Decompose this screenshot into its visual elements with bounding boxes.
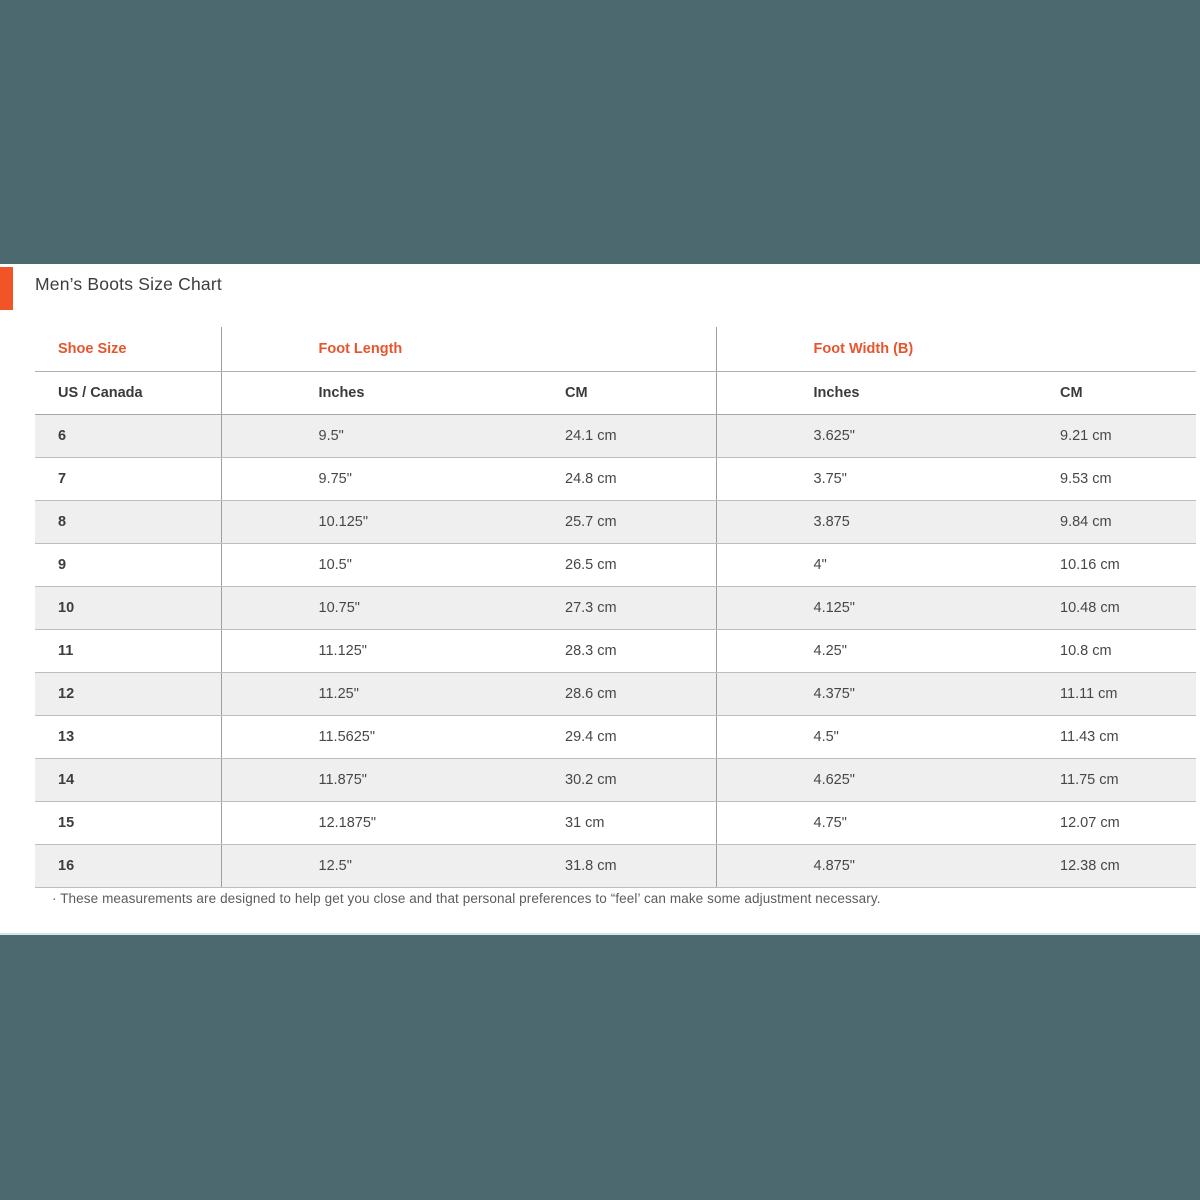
measurement-cell: 4.5" xyxy=(716,716,956,759)
measurement-cell: 9.21 cm xyxy=(956,415,1196,458)
size-cell: 16 xyxy=(35,845,221,888)
measurement-cell: 27.3 cm xyxy=(469,587,716,630)
measurement-cell: 12.1875" xyxy=(221,802,469,845)
group-header-foot-width: Foot Width (B) xyxy=(716,327,1196,372)
measurement-cell: 3.875 xyxy=(716,501,956,544)
measurement-cell: 11.25" xyxy=(221,673,469,716)
measurement-cell: 4.25" xyxy=(716,630,956,673)
sub-header-length-cm: CM xyxy=(469,372,716,415)
size-chart-table xyxy=(35,327,1196,888)
size-cell: 15 xyxy=(35,802,221,845)
measurement-cell: 29.4 cm xyxy=(469,716,716,759)
size-cell: 12 xyxy=(35,673,221,716)
measurement-cell: 31.8 cm xyxy=(469,845,716,888)
table-row xyxy=(35,630,1196,673)
measurement-cell: 10.75" xyxy=(221,587,469,630)
measurement-cell: 4.375" xyxy=(716,673,956,716)
measurement-cell: 25.7 cm xyxy=(469,501,716,544)
measurement-cell: 3.75" xyxy=(716,458,956,501)
table-row xyxy=(35,759,1196,802)
measurement-cell: 28.6 cm xyxy=(469,673,716,716)
size-chart-panel xyxy=(0,264,1200,935)
measurement-cell: 28.3 cm xyxy=(469,630,716,673)
table-sub-header-row xyxy=(35,372,1196,415)
measurement-cell: 11.875" xyxy=(221,759,469,802)
table-row xyxy=(35,845,1196,888)
measurement-cell: 11.43 cm xyxy=(956,716,1196,759)
title-accent-bar xyxy=(0,267,13,310)
measurement-cell: 11.75 cm xyxy=(956,759,1196,802)
sub-header-us-canada: US / Canada xyxy=(35,372,221,415)
table-row xyxy=(35,458,1196,501)
measurement-cell: 4.125" xyxy=(716,587,956,630)
footnote: · These measurements are designed to help get you close and that personal preferences to “feel’ can make some adjustment necessary. xyxy=(52,891,881,906)
table-group-header-row xyxy=(35,327,1196,372)
measurement-cell: 11.5625" xyxy=(221,716,469,759)
size-cell: 6 xyxy=(35,415,221,458)
sub-header-width-cm: CM xyxy=(956,372,1196,415)
measurement-cell: 11.11 cm xyxy=(956,673,1196,716)
measurement-cell: 12.07 cm xyxy=(956,802,1196,845)
measurement-cell: 26.5 cm xyxy=(469,544,716,587)
table-body xyxy=(35,415,1196,888)
table-row xyxy=(35,802,1196,845)
size-cell: 13 xyxy=(35,716,221,759)
measurement-cell: 4.75" xyxy=(716,802,956,845)
table-row xyxy=(35,716,1196,759)
measurement-cell: 4.875" xyxy=(716,845,956,888)
group-header-foot-length: Foot Length xyxy=(221,327,716,372)
measurement-cell: 12.38 cm xyxy=(956,845,1196,888)
table-row xyxy=(35,587,1196,630)
table-row xyxy=(35,544,1196,587)
measurement-cell: 4" xyxy=(716,544,956,587)
size-cell: 11 xyxy=(35,630,221,673)
size-cell: 8 xyxy=(35,501,221,544)
measurement-cell: 30.2 cm xyxy=(469,759,716,802)
measurement-cell: 4.625" xyxy=(716,759,956,802)
measurement-cell: 9.75" xyxy=(221,458,469,501)
measurement-cell: 9.84 cm xyxy=(956,501,1196,544)
measurement-cell: 9.5" xyxy=(221,415,469,458)
size-cell: 10 xyxy=(35,587,221,630)
measurement-cell: 3.625" xyxy=(716,415,956,458)
size-cell: 14 xyxy=(35,759,221,802)
measurement-cell: 24.8 cm xyxy=(469,458,716,501)
measurement-cell: 12.5" xyxy=(221,845,469,888)
group-header-shoe-size: Shoe Size xyxy=(35,327,221,372)
sub-header-width-inches: Inches xyxy=(716,372,956,415)
table-row xyxy=(35,673,1196,716)
measurement-cell: 10.5" xyxy=(221,544,469,587)
measurement-cell: 10.125" xyxy=(221,501,469,544)
size-cell: 7 xyxy=(35,458,221,501)
measurement-cell: 10.8 cm xyxy=(956,630,1196,673)
measurement-cell: 9.53 cm xyxy=(956,458,1196,501)
measurement-cell: 10.16 cm xyxy=(956,544,1196,587)
measurement-cell: 10.48 cm xyxy=(956,587,1196,630)
table-row xyxy=(35,501,1196,544)
size-cell: 9 xyxy=(35,544,221,587)
sub-header-length-inches: Inches xyxy=(221,372,469,415)
table-row xyxy=(35,415,1196,458)
measurement-cell: 11.125" xyxy=(221,630,469,673)
measurement-cell: 31 cm xyxy=(469,802,716,845)
measurement-cell: 24.1 cm xyxy=(469,415,716,458)
page-title: Men’s Boots Size Chart xyxy=(35,274,222,294)
